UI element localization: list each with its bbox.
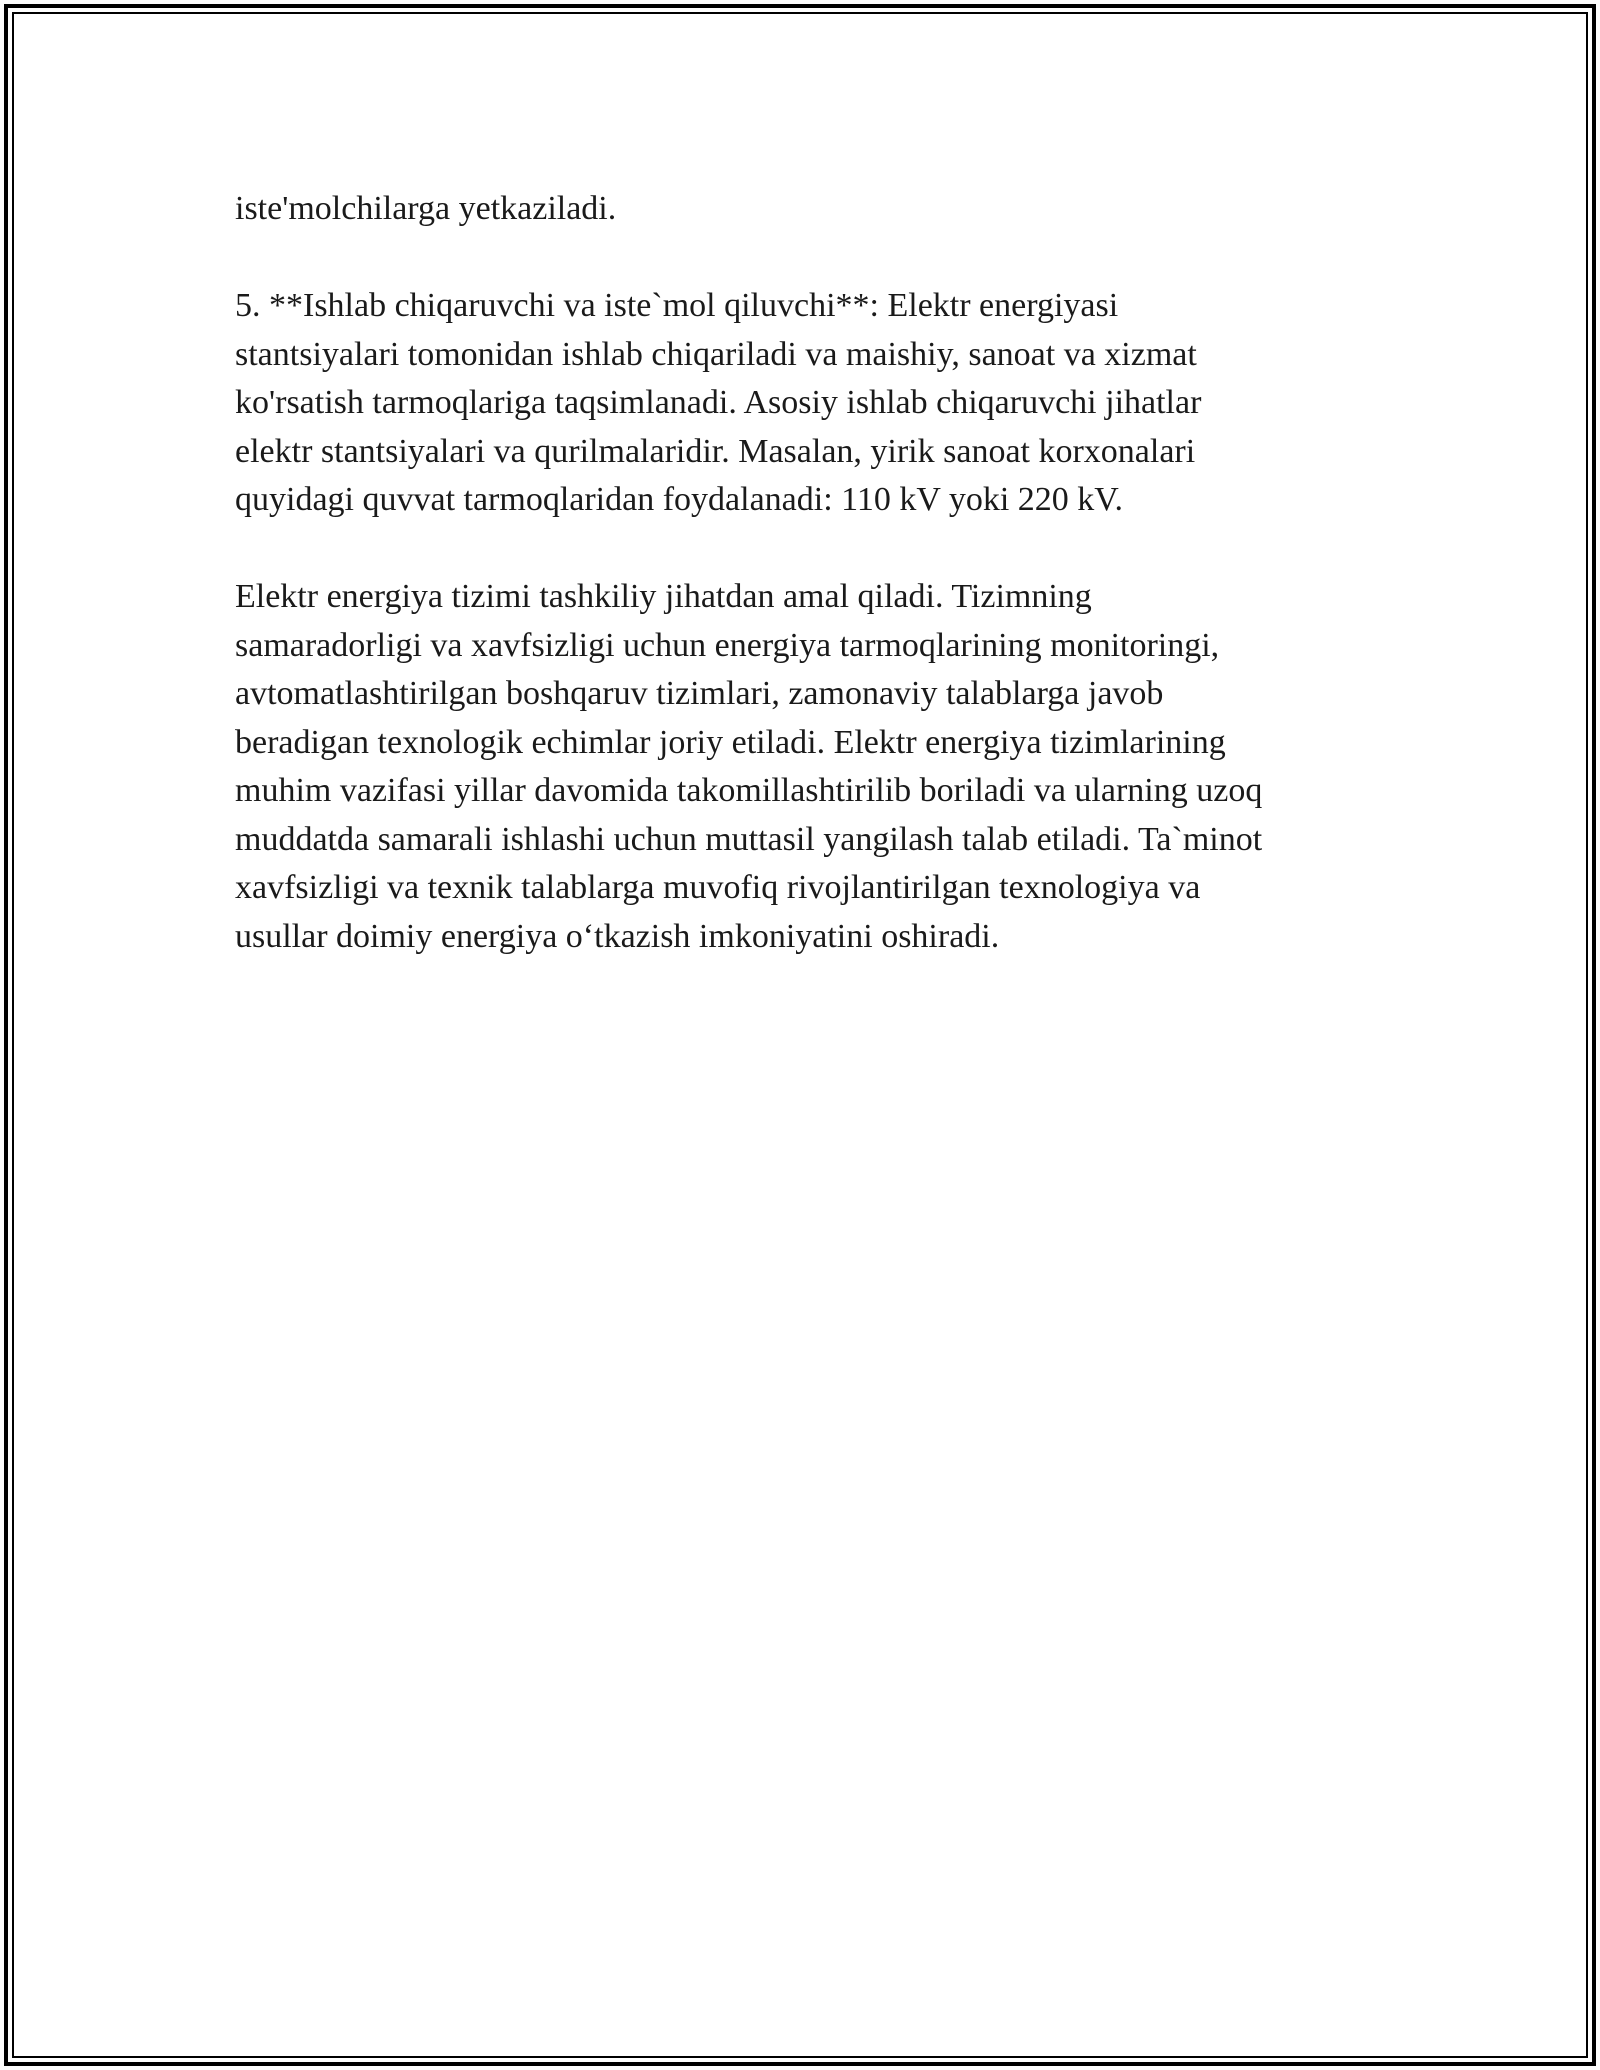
paragraph-continuation: iste'molchilarga yetkaziladi. <box>235 190 617 227</box>
paragraph-system-organization: Elektr energiya tizimi tashkiliy jihatdan amal qiladi. Tizimning samaradorligi va xavfsizligi uchun energiya tarmoqlarining monitoringi, avtomatlashtirilgan boshqaruv tizimlari, zamonaviy talablarga javob beradigan texnologik echimlar joriy etiladi. Elektr energiya tizimlarining muhim vazifasi yillar davomida takomillashtirilib boriladi va ularning uzoq muddatda samarali ishlashi uchun muttasil yangilash talab etiladi. Ta`minot xavfsizligi va texnik talablarga muvofiq rivojlantirilgan texnologiya va usullar doimiy energiya o‘tkazish imkoniyatini oshiradi. <box>235 578 1263 955</box>
document-body <box>235 185 1365 961</box>
paragraph-producer-consumer: 5. **Ishlab chiqaruvchi va iste`mol qiluvchi**: Elektr energiyasi stantsiyalari tomonidan ishlab chiqariladi va maishiy, sanoat va xizmat ko'rsatish tarmoqlariga taqsimlanadi. Asosiy ishlab chiqaruvchi jihatlar elektr stantsiyalari va qurilmalaridir. Masalan, yirik sanoat korxonalari quyidagi quvvat tarmoqlaridan foydalanadi: 110 kV yoki 220 kV. <box>235 287 1202 518</box>
